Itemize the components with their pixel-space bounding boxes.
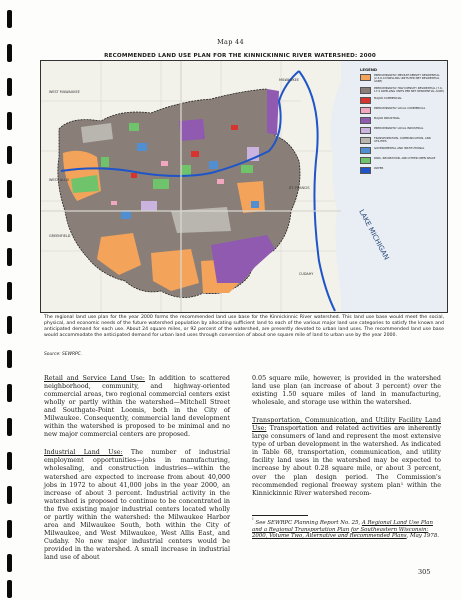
binding-hole: [7, 282, 12, 300]
legend-swatch: [360, 97, 371, 104]
paragraph-text: The number of industrial employment opportunities—jobs in manufacturing, wholesaling, and construction industries—within the watershed are expected to increase from about 40,000 jobs in 1972 to about 41,000 jobs in the year 2000, an increase of about 3 percent. Industrial activity in the watershed is proposed to continue to be concentrated in the five existing major industrial centers located wholly or partly within the watershed: the Milwaukee Harbor area and Milwaukee South, both within the City of Milwaukee, and West Milwaukee, West Allis East, and Cudahy. No new major industrial centers would be provided in the watershed. A small increase in industrial land use of about: [44, 449, 230, 561]
legend-title: LEGEND: [360, 67, 378, 72]
legend-label: MAJOR INDUSTRIAL: [374, 115, 400, 120]
page-number: 305: [418, 568, 431, 576]
paragraph-heading: Transportation, Communication, and Utility Facility Land Use:: [252, 417, 441, 433]
legend-label: PREDOMINANTLY LOCAL INDUSTRIAL: [374, 125, 424, 130]
place-label: WEST MILWAUKEE: [49, 90, 80, 94]
binding-hole: [7, 520, 12, 538]
legend-swatch: [360, 127, 371, 134]
binding-hole: [7, 452, 12, 470]
legend-label: PREDOMINANTLY MEDIUM DENSITY RESIDENTIAL (2.3-6.9 DWELLING UNITS PER NET RESIDENTIAL ACRE): [374, 73, 440, 84]
map-caption: The regional land use plan for the year 2000 forms the recommended land use base for the Kinnickinnic River watershed. This land use base would meet the social, physical, and economic needs of the future watershed population by allocating sufficient land to each of the various major land use categories to satisfy the known and anticipated demand for each use. About 24 square miles, or 92 percent of the watershed, are presently devoted to urban land uses. The recommended land use base would accommodate the anticipated demand for urban land uses through conversion of about one square mile of land to urban use by the year 2000.: [44, 315, 444, 339]
legend-item: [360, 147, 444, 154]
place-label: MILWAUKEE: [279, 78, 299, 82]
left-column: [44, 375, 230, 572]
legend-label: TRANSPORTATION, COMMUNICATION, AND UTILITIES: [374, 135, 431, 143]
legend-label: GOVERNMENTAL AND INSTITUTIONAL: [374, 145, 425, 150]
legend-swatch: [360, 117, 371, 124]
binding-hole: [7, 214, 12, 232]
binding-hole: [7, 78, 12, 96]
place-label: WEST ALLIS: [49, 178, 70, 182]
binding-hole: [7, 44, 12, 62]
binding-hole: [7, 112, 12, 130]
binding-hole: [7, 486, 12, 504]
land-use-map: [40, 60, 448, 313]
right-column: [252, 375, 441, 508]
place-label: GREENFIELD: [49, 234, 71, 238]
legend-item: [360, 74, 444, 84]
legend-swatch: [360, 167, 371, 174]
legend-item: [360, 107, 444, 114]
paragraph-industrial: [44, 449, 230, 562]
legend-label: PREDOMINANTLY HIGH DENSITY RESIDENTIAL (7.0-17.9 DWELLING UNITS PER NET RESIDENTIAL ACRE): [374, 85, 444, 93]
legend-item: [360, 87, 444, 94]
legend-item: [360, 167, 444, 174]
map-title: RECOMMENDED LAND USE PLAN FOR THE KINNICKINNIC RIVER WATERSHED: 2000: [104, 53, 376, 59]
binding-hole: [7, 384, 12, 402]
paragraph-transportation: [252, 417, 441, 497]
paragraph-text: 0.05 square mile, however, is provided in the watershed land use plan (an increase of about 3 percent) over the existing 1.50 square miles of land in manufacturing, wholesale, and storage use within the watershed.: [252, 375, 441, 407]
map-label: Map 44: [217, 38, 244, 46]
binding-hole: [7, 248, 12, 266]
legend-swatch: [360, 107, 371, 114]
binding-hole: [7, 146, 12, 164]
legend-item: [360, 117, 444, 124]
binding-hole: [7, 418, 12, 436]
binding-hole: [7, 350, 12, 368]
place-label: ST. FRANCIS: [289, 186, 310, 190]
legend-swatch: [360, 74, 371, 81]
footnote-rule: [252, 515, 308, 516]
map-source: Source: SEWRPC.: [44, 352, 83, 357]
binding-hole: [7, 180, 12, 198]
paragraph-heading: Retail and Service Land Use:: [44, 375, 145, 382]
paragraph-continued: [252, 375, 441, 407]
map-legend: [360, 67, 444, 177]
place-label: CUDAHY: [299, 272, 314, 276]
footnote-tail: , May 1978.: [406, 533, 439, 540]
binding-hole: [7, 580, 12, 598]
legend-swatch: [360, 137, 371, 144]
lake-label: LAKE MICHIGAN: [357, 208, 391, 262]
legend-item: [360, 127, 444, 134]
legend-label: PARK, RECREATION, AND OTHER OPEN SPACE: [374, 155, 436, 160]
footnote-lead: See SEWRPC Planning Report No. 25,: [253, 519, 362, 526]
legend-label: PREDOMINANTLY LOCAL COMMERCIAL: [374, 105, 426, 110]
legend-swatch: [360, 87, 371, 94]
legend-item: [360, 137, 444, 144]
binding-hole: [7, 316, 12, 334]
legend-label: WATER: [374, 165, 384, 170]
footnote: [252, 518, 441, 540]
legend-item: [360, 97, 444, 104]
legend-swatch: [360, 157, 371, 164]
legend-label: MAJOR COMMERCIAL: [374, 95, 402, 100]
paragraph-retail: [44, 375, 230, 439]
legend-swatch: [360, 147, 371, 154]
paragraph-text: Transportation and related activities are inherently large consumers of land and represent the most extensive type of urban development in the watershed. As indicated in Table 68, transportation, communication, and utility facility land uses in the watershed may be expected to increase by about 0.28 square mile, or about 3 percent, over the plan design period. The Commission's recommended regional freeway system plan¹ within the Kinnickinnic River watershed recom-: [252, 425, 441, 497]
legend-item: [360, 157, 444, 164]
footnote-title: A Regional Land Use Plan and a Regional Transportation Plan for Southeastern Wisconsin: 2000, Volume Two, Alternative and Recommended Plans: [252, 519, 433, 540]
binding-hole: [7, 554, 12, 572]
footnote-marker: ¹: [252, 518, 254, 523]
binding-hole: [7, 10, 12, 28]
paragraph-heading: Industrial Land Use:: [44, 449, 123, 457]
paragraph-text: In addition to scattered neighborhood, community, and highway-oriented commercial areas, two regional commercial centers exist wholly or partly within the watershed—Mitchell Street and Southgate-Point Loomis, both in the City of Milwaukee. Consequently, commercial land development within the watershed is proposed to be minimal and no new major commercial centers are proposed.: [44, 375, 230, 439]
